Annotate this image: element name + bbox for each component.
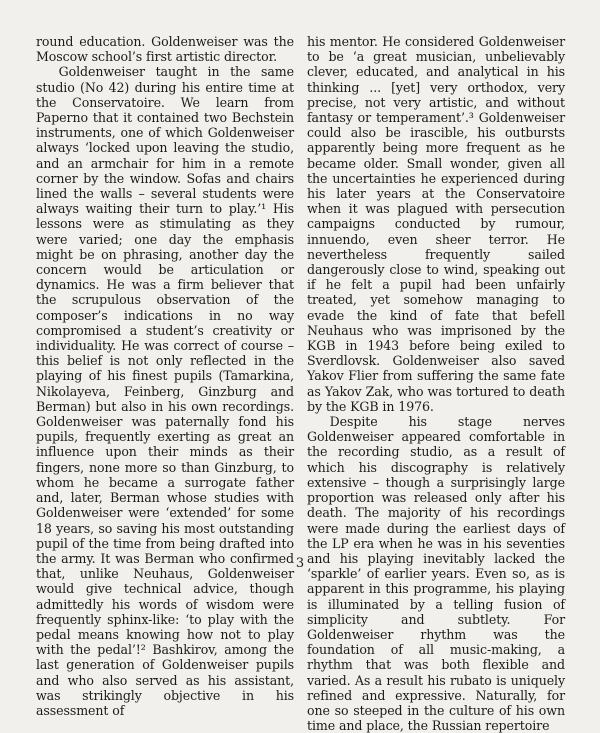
right-text-column [307, 34, 565, 733]
paragraph: his mentor. He considered Goldenweiser to be ‘a great musician, unbelievably clever, educated, and analytical in his thinking ... [yet] very orthodox, very precise, not very artistic, and without fantasy or temperament’.³ Goldenweiser could also be irascible, his outbursts apparently being more frequent as he became older. Small wonder, given all the uncertainties he experienced during his later years at the Conservatoire when it was plagued with persecution campaigns conducted by rumour, innuendo, even sheer terror. He nevertheless frequently sailed dangerously close to wind, speaking out if he felt a pupil had been unfairly treated, yet somehow managing to evade the kind of fate that befell Neuhaus who was imprisoned by the KGB in 1943 before being exiled to Sverdlovsk. Goldenweiser also saved Yakov Flier from suffering the same fate as Yakov Zak, who was tortured to death by the KGB in 1976. [307, 34, 565, 414]
page-number: 3 [295, 556, 305, 571]
paragraph: Despite his stage nerves Goldenweiser appeared comfortable in the recording studio, as a result of which his discography is relatively extensive – though a surprisingly large proportion was released only after his death. The majority of his recordings were made during the earliest days of the LP era when he was in his seventies and his playing inevitably lacked the ‘sparkle’ of earlier years. Even so, as is apparent in this programme, his playing is illuminated by a telling fusion of simplicity and subtlety. For Goldenweiser rhythm was the foundation of all music-making, a rhythm that was both flexible and varied. As a result his rubato is uniquely refined and expressive. Naturally, for one so steeped in the culture of his own time and place, the Russian repertoire [307, 414, 565, 733]
paragraph: round education. Goldenweiser was the Moscow school’s first artistic director. [36, 34, 294, 65]
paragraph: Goldenweiser taught in the same studio (No 42) during his entire time at the Conservatoire. We learn from Paperno that it contained two Bechstein instruments, one of which Goldenweiser always ‘locked upon leaving the studio, and an armchair for him in a remote corner by the window. Sofas and chairs lined the walls – several students were always waiting their turn to play.’¹ His lessons were as stimulating as they were varied; one day the emphasis might be on phrasing, another day the concern would be articulation or dynamics. He was a firm believer that the scrupulous observation of the composer’s indications in no way compromised a student’s creativity or individuality. He was correct of course – this belief is not only reflected in the playing of his finest pupils (Tamarkina, Nikolayeva, Feinberg, Ginzburg and Berman) but also in his own recordings. Goldenweiser was paternally fond his pupils, frequently exerting as great an influence upon their minds as their fingers, none more so than Ginzburg, to whom he became a surrogate father and, later, Berman whose studies with Goldenweiser were ‘extended’ for some 18 years, so saving his most outstanding pupil of the time from being drafted into the army. It was Berman who confirmed that, unlike Neuhaus, Goldenweiser would give technical advice, though admittedly his words of wisdom were frequently sphinx-like: ‘to play with the pedal means knowing how not to play with the pedal’!² Bashkirov, among the last generation of Goldenweiser pupils and who also served as his assistant, was strikingly objective in his assessment of [36, 64, 294, 718]
left-text-column [36, 34, 294, 718]
